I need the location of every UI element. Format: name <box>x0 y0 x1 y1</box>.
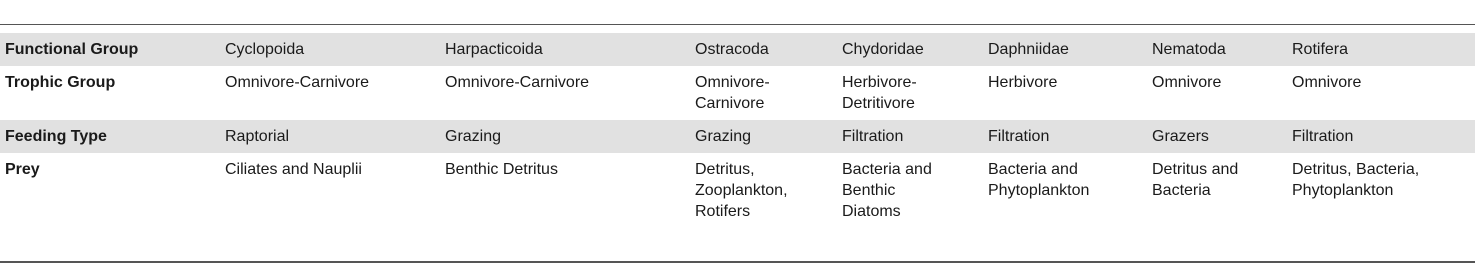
table-cell: Grazers <box>1152 120 1292 153</box>
table-cell: Filtration <box>988 120 1152 153</box>
table-cell: Grazing <box>445 120 695 153</box>
table-row-functional-group <box>0 33 1475 66</box>
row-header-trophic-group: Trophic Group <box>5 74 116 91</box>
table-cell: Harpacticoida <box>445 33 695 66</box>
table-cell: Ciliates and Nauplii <box>225 161 362 178</box>
table-cell: Grazing <box>695 120 842 153</box>
table-cell: Detritus, Zooplankton, Rotifers <box>695 161 788 220</box>
table-top-rule <box>0 24 1475 25</box>
table-cell: Detritus, Bacteria, Phytoplankton <box>1292 161 1420 199</box>
table-cell: Omnivore-Carnivore <box>445 74 590 91</box>
table-cell: Filtration <box>1292 120 1475 153</box>
table-cell: Detritus and Bacteria <box>1152 161 1239 199</box>
table-cell: Herbivore- Detritivore <box>842 74 917 112</box>
table-cell: Omnivore <box>1152 74 1222 91</box>
table-row-trophic-group <box>0 66 1475 120</box>
table-cell: Raptorial <box>225 120 445 153</box>
table-cell: Bacteria and Benthic Diatoms <box>842 161 932 220</box>
table-cell: Filtration <box>842 120 988 153</box>
table-cell: Herbivore <box>988 74 1058 91</box>
table-cell: Omnivore <box>1292 74 1362 91</box>
table-bottom-rule <box>0 261 1475 263</box>
table-cell: Omnivore- Carnivore <box>695 74 770 112</box>
table-row-feeding-type <box>0 120 1475 153</box>
table-row-prey <box>0 153 1475 228</box>
row-header-functional-group: Functional Group <box>0 33 225 66</box>
table-cell: Daphniidae <box>988 33 1152 66</box>
table-cell: Nematoda <box>1152 33 1292 66</box>
data-table <box>0 33 1475 228</box>
table-cell: Benthic Detritus <box>445 161 558 178</box>
row-header-prey: Prey <box>5 161 40 178</box>
row-header-feeding-type: Feeding Type <box>0 120 225 153</box>
table-cell: Omnivore-Carnivore <box>225 74 370 91</box>
table-cell: Bacteria and Phytoplankton <box>988 161 1090 199</box>
table-cell: Rotifera <box>1292 33 1475 66</box>
table-cell: Cyclopoida <box>225 33 445 66</box>
table-cell: Chydoridae <box>842 33 988 66</box>
table-cell: Ostracoda <box>695 33 842 66</box>
